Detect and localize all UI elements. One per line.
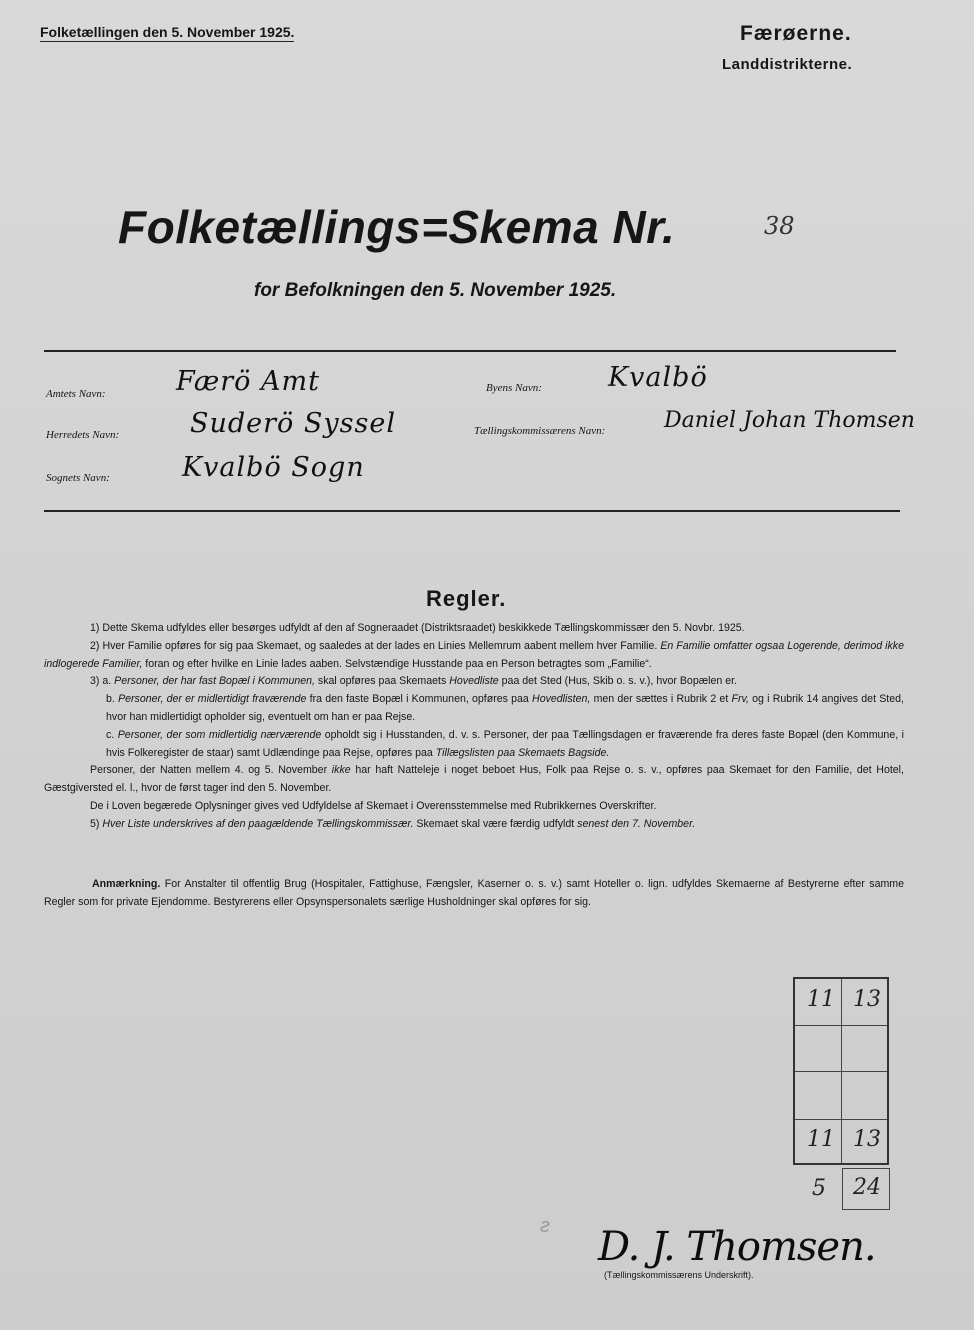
divider-top xyxy=(44,350,896,352)
note-text: Anmærkning. For Anstalter til offentlig Brug (Hospitaler, Fattighuse, Fængsler, Kaserner o. s. v.) samt Hoteller o. lign. udfyldes Skemaerne af Bestyrerne efter samme Regler som for private Ejendomme. Bestyrerens eller Opsynspersonalets særlige Husholdninger skal opføres for sig. xyxy=(44,878,904,908)
rules-text xyxy=(44,620,904,834)
note-block xyxy=(44,876,904,912)
herred-value: Suderö Syssel xyxy=(190,408,396,439)
kommissaer-value: Daniel Johan Thomsen xyxy=(664,408,915,433)
herred-label: Herredets Navn: xyxy=(46,429,120,441)
rules-heading: Regler. xyxy=(426,586,507,611)
tally-row-divider xyxy=(795,1025,887,1026)
tally-total-left: 5 xyxy=(812,1176,826,1201)
signature: D. J. Thomsen. xyxy=(598,1224,876,1270)
rule-4: Personer, der Natten mellem 4. og 5. November ikke har haft Natteleje i noget beboet Hus, Folk paa Rejse o. s. v., opføres paa Skemaet for den Familie, det Hotel, Gæstgiversted el. l., hvor de først tager ind den 5. November. xyxy=(44,764,904,795)
rule-3a: 3) a. Personer, der har fast Bopæl i Kommunen, skal opføres paa Skemaets Hovedliste paa det Sted (Hus, Skib o. s. v.), hvor Bopælen er. xyxy=(90,675,737,688)
amt-label: Amtets Navn: xyxy=(46,388,106,400)
rule-3c: c. Personer, der som midlertidig nærværende opholdt sig i Husstanden, d. v. s. Personer, der paa Tællingsdagen er fraværende fra deres faste Bopæl (den Kommune, i hvis Folkeregister de staar) samt Udlændinge paa Rejse, opføres paa Tillægslisten paa Skemaets Bagside. xyxy=(106,728,904,759)
rule-3b: b. Personer, der er midlertidigt fraværende fra den faste Bopæl i Kommunen, opføres paa Hovedlisten, men der sættes i Rubrik 2 et Frv, og i Rubrik 14 angives det Sted, hvor han midlertidigt opholder sig, eventuelt om han er paa Rejse. xyxy=(106,693,904,723)
census-label: Folketællingen den 5. November 1925. xyxy=(40,24,295,40)
divider-bottom xyxy=(44,510,900,512)
rule-1: 1) Dette Skema udfyldes eller besørges udfyldt af den af Sogneraadet (Distriktsraadet) beskikkede Tællingskommissær den 5. Novbr. 1925. xyxy=(90,622,745,634)
tally-row-divider xyxy=(795,1071,887,1072)
tally-total-box xyxy=(842,1168,890,1210)
faint-mark: ƨ xyxy=(540,1215,550,1237)
rule-4b: De i Loven begærede Oplysninger gives ved Udfyldelse af Skemaet i Overensstemmelse med Rubrikkernes Overskrifter. xyxy=(90,799,657,812)
tally-row1-right: 13 xyxy=(853,987,881,1012)
tally-row-divider xyxy=(795,1119,887,1120)
district-type-label: Landdistrikterne. xyxy=(722,56,853,73)
form-subtitle: for Befolkningen den 5. November 1925. xyxy=(254,280,617,301)
signature-caption: (Tællingskommissærens Underskrift). xyxy=(604,1270,754,1280)
rule-2: 2) Hver Familie opføres for sig paa Skemaet, og saaledes at der lades en Linies Mellemrum aabent mellem hver Familie. En Familie omfatter ogsaa Logerende, derimod ikke indlogerede Familier, foran og efter hvilke en Linie lades aaben. Selvstændige Husstande paa en Person betragtes som „Familie“. xyxy=(44,639,904,670)
tally-row4-right: 13 xyxy=(853,1127,881,1152)
sogn-label: Sognets Navn: xyxy=(46,472,110,484)
by-value: Kvalbö xyxy=(608,362,708,393)
region-label: Færøerne. xyxy=(740,22,852,45)
by-label: Byens Navn: xyxy=(486,382,542,394)
kommissaer-label: Tællingskommissærens Navn: xyxy=(474,425,606,437)
tally-row4-left: 11 xyxy=(807,1127,835,1152)
rule-5: 5) Hver Liste underskrives af den paagældende Tællingskommissær. Skemaet skal være færdig udfyldt senest den 7. November. xyxy=(90,817,696,830)
sogn-value: Kvalbö Sogn xyxy=(182,452,365,483)
tally-row1-left: 11 xyxy=(807,987,835,1012)
amt-value: Færö Amt xyxy=(176,366,320,397)
form-number: 38 xyxy=(764,212,795,240)
tally-box xyxy=(793,977,889,1165)
form-title: Folketællings=Skema Nr. xyxy=(118,201,676,253)
tally-total-right: 24 xyxy=(853,1175,881,1200)
